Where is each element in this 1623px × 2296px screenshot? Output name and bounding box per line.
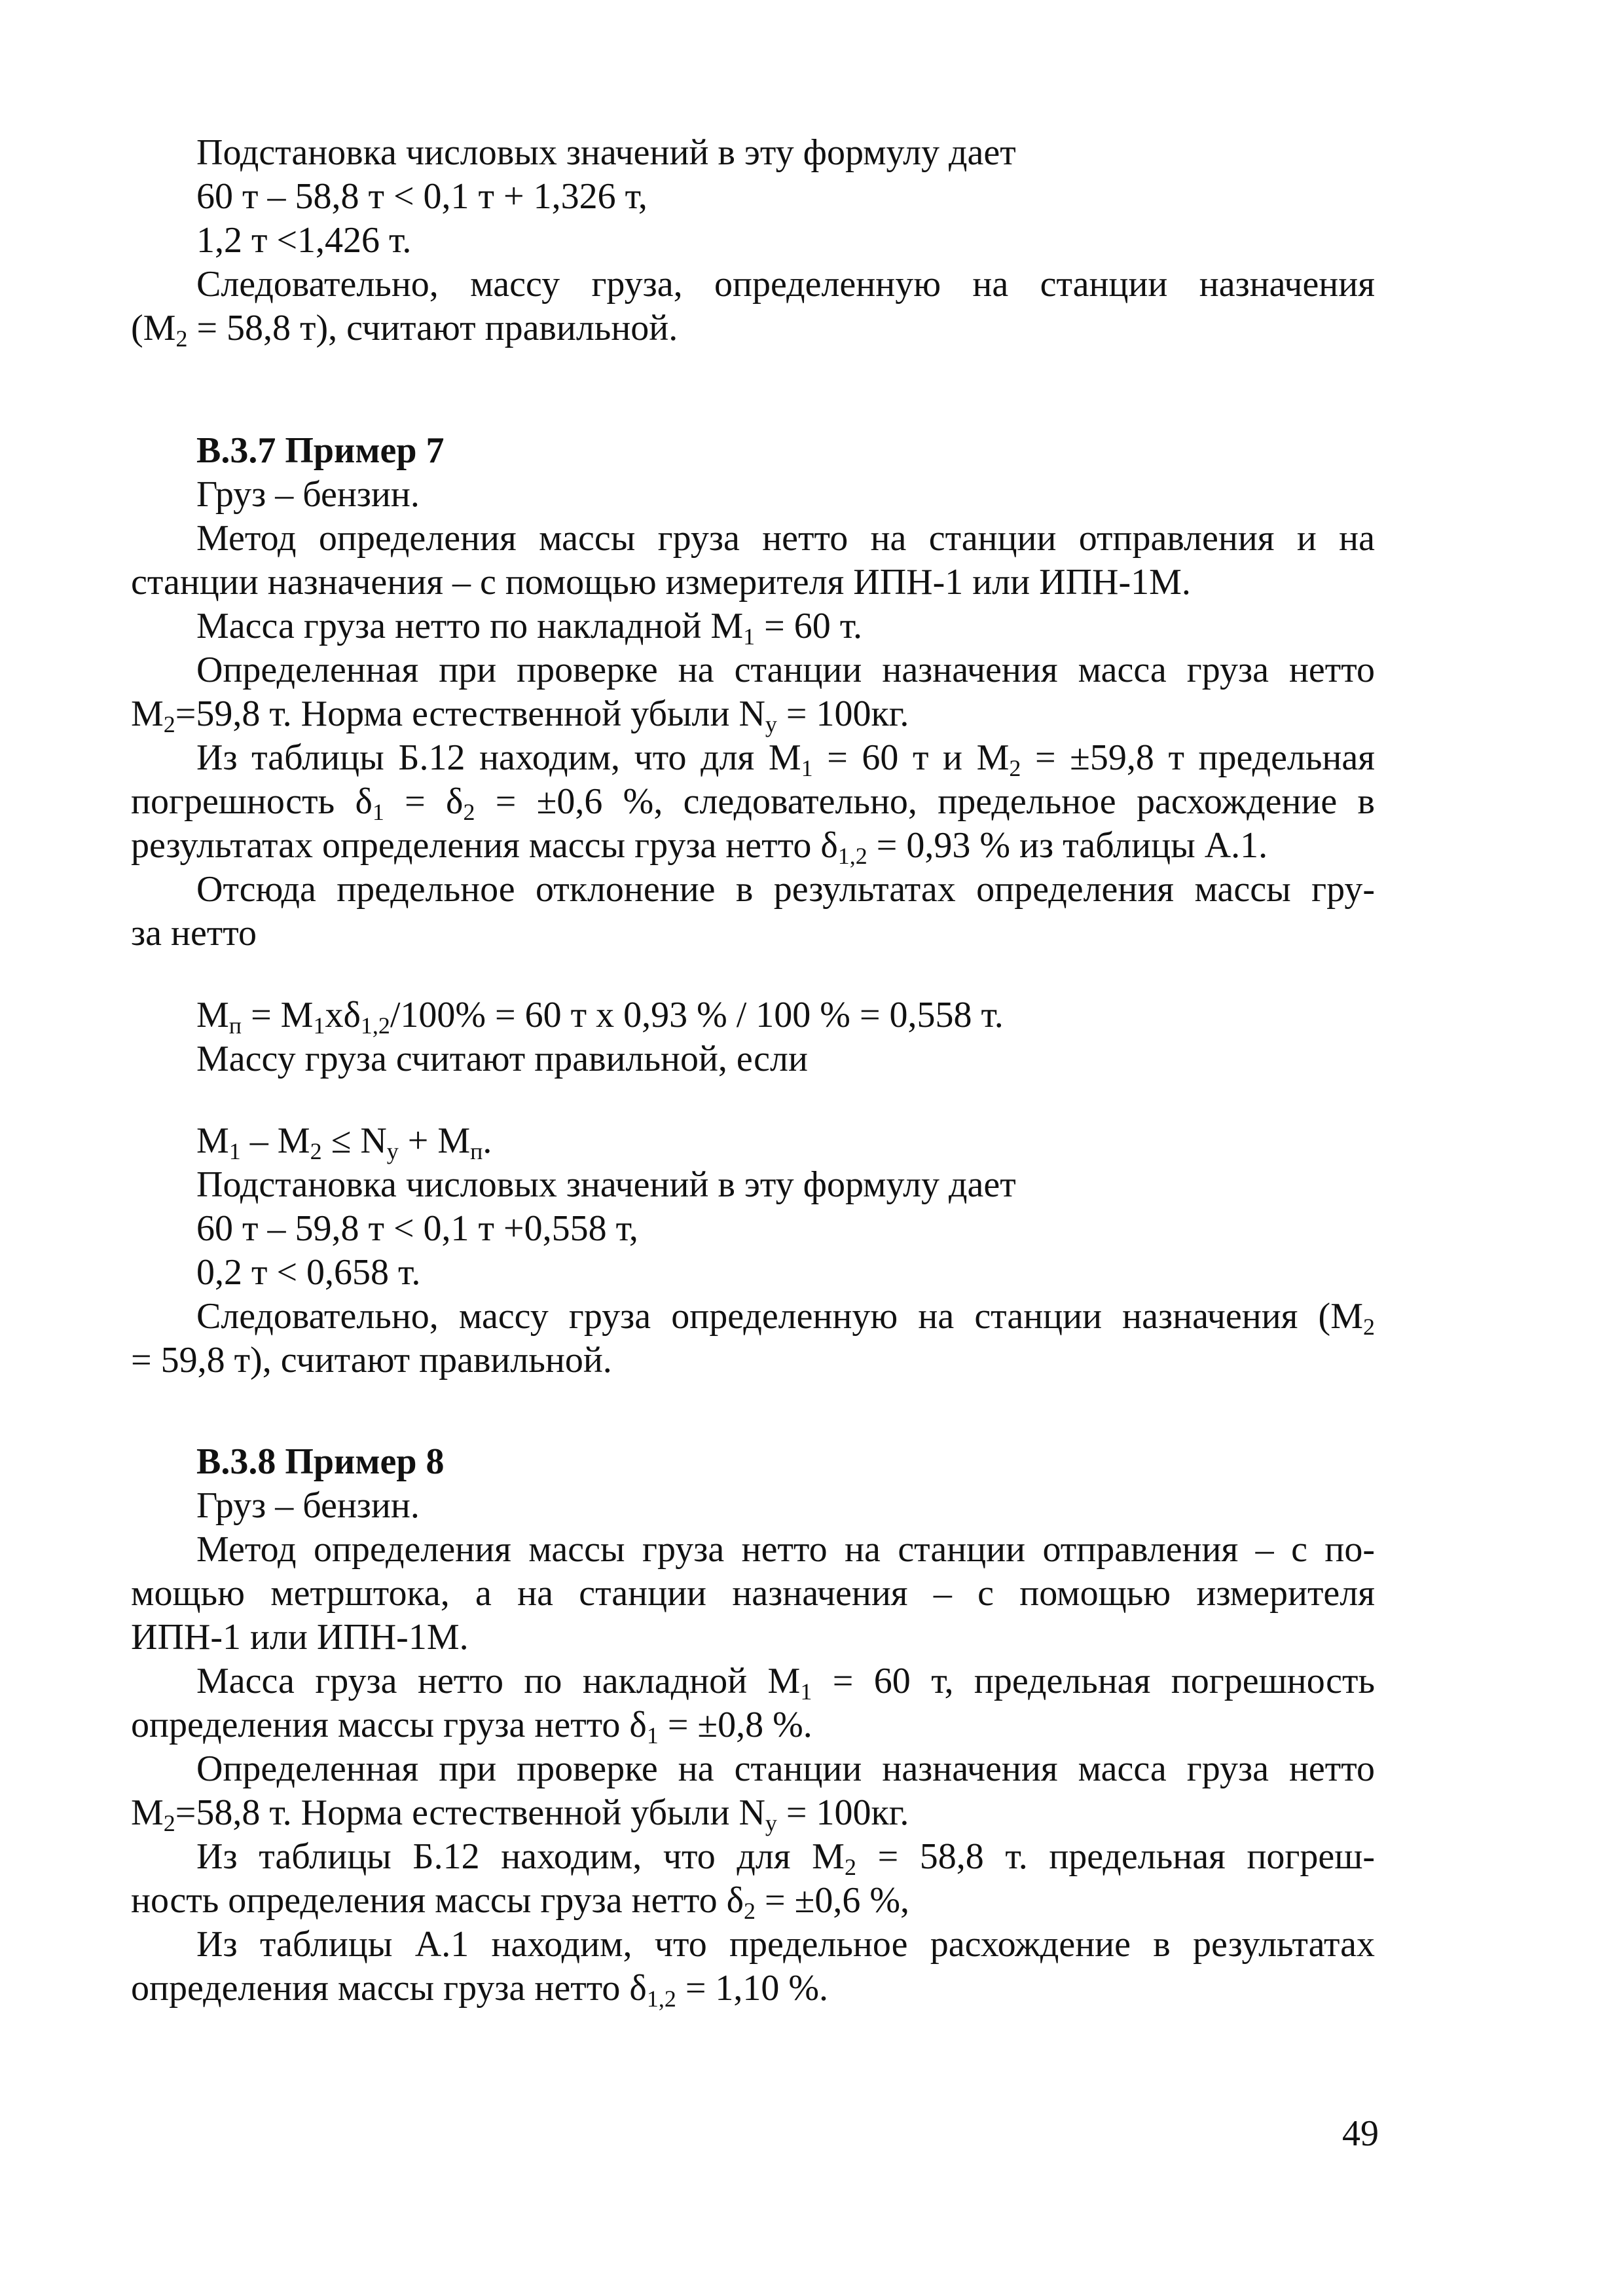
text-line: Груз – бензин. bbox=[196, 474, 420, 515]
text-line: Груз – бензин. bbox=[196, 1485, 420, 1526]
formula-line: 60 т – 58,8 т < 0,1 т + 1,326 т, bbox=[196, 176, 647, 217]
text-line: результатах определения массы груза нетто $\delta_{1,2} = 0,93$ % из таблицы А.1. bbox=[131, 825, 1268, 869]
section-heading: В.3.8 Пример 8 bbox=[196, 1441, 445, 1482]
text-line: Массу груза считают правильной, если bbox=[196, 1039, 808, 1079]
text-line: Метод определения массы груза нетто на станции отправления и на bbox=[196, 518, 1375, 559]
text-line: мощью метрштока, а на станции назначения – с помощью измерителя bbox=[131, 1573, 1375, 1614]
text-line: ИПН-1 или ИПН-1М. bbox=[131, 1617, 469, 1657]
text-line: Из таблицы Б.12 находим, что для $M_2 = 58,8$ т. предельная погреш- bbox=[196, 1836, 1376, 1880]
formula-line: 60 т – 59,8 т < 0,1 т +0,558 т, bbox=[196, 1208, 638, 1249]
text-line: = 59,8 т), считают правильной. bbox=[131, 1340, 612, 1380]
text-line: Следовательно, массу груза, определенную на станции назначения bbox=[196, 264, 1375, 305]
text-line: за нетто bbox=[131, 913, 257, 954]
text-line: ($M_2 = 58,8$ т), считают правильной. bbox=[131, 308, 678, 352]
formula-line: 0,2 т < 0,658 т. bbox=[196, 1252, 421, 1293]
section-heading: В.3.7 Пример 7 bbox=[196, 430, 445, 471]
text-line: ность определения массы груза нетто $\delta_2 = \pm 0,6$ %, bbox=[131, 1880, 909, 1924]
text-line: погрешность $\delta_1 = \delta_2 = \pm 0,6$ %, следовательно, предельное расхождение в bbox=[131, 781, 1376, 825]
text-line: станции назначения – с помощью измерителя ИПН-1 или ИПН-1М. bbox=[131, 562, 1191, 602]
formula-line: $M_1 - M_2 \le N_y + M_п$. bbox=[196, 1120, 492, 1164]
text-line: Масса груза нетто по накладной $M_1 = 60$ т. bbox=[196, 606, 863, 650]
text-line: Определенная при проверке на станции назначения масса груза нетто bbox=[196, 1749, 1375, 1789]
formula-line: $M_п = M_1x\delta_{1,2}/100\% = 60$ т x 0,93 % / 100 % = 0,558 т. bbox=[196, 995, 1004, 1039]
text-line: определения массы груза нетто $\delta_{1,2} = 1,10$ %. bbox=[131, 1968, 829, 2012]
text-line: $M_2=58,8$ т. Норма естественной убыли $N_y = 100кг$. bbox=[131, 1792, 909, 1836]
text-line: $M_2=59,8$ т. Норма естественной убыли $N_y = 100кг$. bbox=[131, 694, 909, 737]
page-number: 49 bbox=[1342, 2113, 1379, 2154]
text-line: Масса груза нетто по накладной $M_1 = 60$ т, предельная погрешность bbox=[196, 1661, 1375, 1705]
text-line: Из таблицы Б.12 находим, что для $M_1 = 60$ т и $M_2 = \pm 59,8$ т предельная bbox=[196, 737, 1375, 781]
text-line: Подстановка числовых значений в эту формулу дает bbox=[196, 1164, 1016, 1205]
text-line: Следовательно, массу груза определенную на станции назначения ($M_2$ bbox=[196, 1296, 1375, 1340]
text-line: определения массы груза нетто $\delta_1 = \pm 0,8$ %. bbox=[131, 1705, 812, 1749]
text-line: Определенная при проверке на станции назначения масса груза нетто bbox=[196, 650, 1375, 690]
text-line: Из таблицы А.1 находим, что предельное расхождение в результатах bbox=[196, 1924, 1375, 1965]
document-page bbox=[131, 131, 1375, 2010]
text-line: Подстановка числовых значений в эту формулу дает bbox=[196, 132, 1016, 173]
text-line: Метод определения массы груза нетто на станции отправления – с по- bbox=[196, 1529, 1375, 1570]
text-line: Отсюда предельное отклонение в результатах определения массы гру- bbox=[196, 869, 1375, 910]
formula-line: 1,2 т <1,426 т. bbox=[196, 220, 412, 261]
